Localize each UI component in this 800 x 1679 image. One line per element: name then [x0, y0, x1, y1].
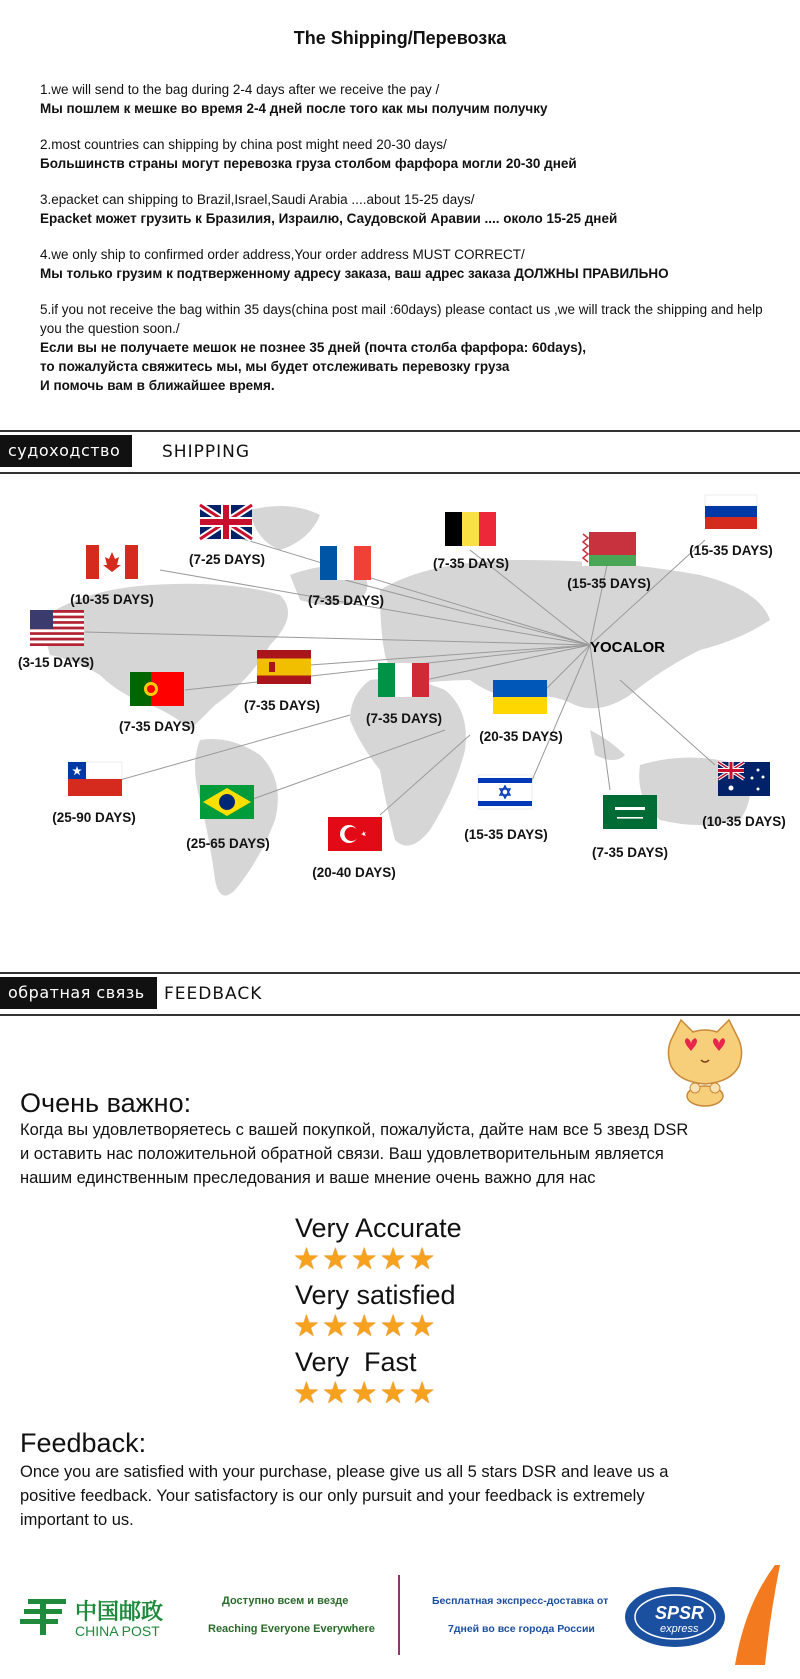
flag-usa-icon	[30, 610, 84, 646]
ru-feedback-line-2: и оставить нас положительной обратной связи. Ваш удовлетворительным является	[20, 1145, 664, 1163]
flag-russia-icon	[705, 495, 757, 529]
shipping-section-bar	[0, 430, 800, 474]
flag-canada-icon	[86, 545, 138, 579]
world-shipping-map	[0, 480, 800, 960]
route-line-australia	[620, 680, 715, 765]
note-5-ru: Если вы не получаете мешок не познее 35 дней (почта столба фарфора: 60days),	[40, 340, 587, 355]
days-belgium: (7-35 DAYS)	[432, 556, 510, 571]
rating-stars-fast: ★★★★★	[293, 1377, 438, 1410]
note-1-ru: Мы пошлем к мешке во время 2-4 дней после того как мы получим получку	[40, 101, 548, 116]
flag-italy-icon	[378, 663, 429, 697]
days-italy: (7-35 DAYS)	[365, 711, 443, 726]
note-5-en: 5.if you not receive the bag within 35 days(china post mail :60days) please contact us ,we will track the shipping and help you the question soon./	[40, 302, 763, 336]
spsr-line-2: 7дней во все города России	[448, 1623, 595, 1635]
note-4-ru: Мы только грузим к подтверженному адресу заказа, ваш адрес заказа ДОЛЖНЫ ПРАВИЛЬНО	[40, 266, 669, 281]
footer-divider	[398, 1575, 400, 1655]
days-israel: (15-35 DAYS)	[464, 827, 548, 842]
note-5-ru-3: И помочь вам в ближайшее время.	[40, 378, 275, 393]
rating-stars-satisfied: ★★★★★	[293, 1310, 438, 1343]
flag-turkey-icon	[328, 817, 382, 851]
feedback-section-bar	[0, 972, 800, 1016]
feedback-bar-ru: обратная связь	[0, 977, 157, 1009]
china-post-en: CHINA POST	[75, 1623, 160, 1639]
ru-feedback-heading: Очень важно:	[20, 1088, 192, 1118]
rating-label-accurate: Very Accurate	[295, 1213, 462, 1243]
note-3	[40, 190, 780, 228]
days-russia: (15-35 DAYS)	[689, 543, 773, 558]
days-france: (7-35 DAYS)	[307, 593, 385, 608]
rating-label-fast: Very Fast	[295, 1347, 417, 1377]
flag-brazil-icon	[200, 785, 254, 819]
flag-belgium-icon	[445, 512, 496, 546]
en-feedback-paragraph	[20, 1460, 770, 1532]
en-feedback-line-3: important to us.	[20, 1511, 134, 1529]
flag-united-kingdom-icon	[200, 505, 252, 539]
china-post-logo-icon	[20, 1595, 70, 1637]
flag-chile-icon	[68, 762, 122, 796]
note-5-ru-2: то пожалуйста свяжитесь мы, мы будет отслеживать перевозку груза	[40, 359, 510, 374]
hub-label: YOCALOR	[590, 639, 665, 656]
days-chile: (25-90 DAYS)	[52, 810, 136, 825]
spsr-logo-text: SPSR	[655, 1603, 705, 1623]
note-1	[40, 80, 780, 118]
en-feedback-line-2: positive feedback. Your satisfactory is our only pursuit and your feedback is extremely	[20, 1487, 645, 1505]
note-4-en: 4.we only ship to confirmed order address,Your order address MUST CORRECT/	[40, 247, 525, 262]
spsr-line-1: Бесплатная экспресс-доставка от	[432, 1595, 609, 1607]
spsr-logo-sub: express	[660, 1623, 699, 1635]
shipping-bar-ru: судоходство	[0, 435, 132, 467]
ru-feedback-line-3: нашим единственным преследования и ваше мнение очень важно для нас	[20, 1169, 596, 1187]
orange-swoosh-icon	[735, 1565, 780, 1665]
china-post-cn: 中国邮政	[75, 1599, 164, 1624]
flag-israel-icon	[478, 775, 532, 809]
note-1-en: 1.we will send to the bag during 2-4 days after we receive the pay /	[40, 82, 440, 97]
rating-label-satisfied: Very satisfied	[295, 1280, 456, 1310]
days-portugal: (7-35 DAYS)	[118, 719, 196, 734]
flag-australia-icon	[718, 762, 770, 796]
flag-belarus-icon	[582, 532, 636, 566]
days-united-kingdom: (7-25 DAYS)	[188, 552, 266, 567]
flag-spain-icon	[257, 650, 311, 684]
feedback-bar-en: FEEDBACK	[164, 984, 263, 1004]
en-feedback-heading: Feedback:	[20, 1428, 147, 1458]
rating-stars-accurate: ★★★★★	[293, 1243, 438, 1276]
note-4	[40, 245, 780, 283]
ru-feedback-line-1: Когда вы удовлетворяетесь с вашей покупкой, пожалуйста, дайте нам все 5 звезд DSR	[20, 1121, 689, 1139]
en-feedback-line-1: Once you are satisfied with your purchase, please give us all 5 stars DSR and leave us a	[20, 1463, 669, 1481]
days-spain: (7-35 DAYS)	[243, 698, 321, 713]
days-saudi-arabia: (7-35 DAYS)	[591, 845, 669, 860]
days-belarus: (15-35 DAYS)	[567, 576, 651, 591]
days-turkey: (20-40 DAYS)	[312, 865, 396, 880]
flag-portugal-icon	[130, 672, 184, 706]
slogan-ru: Доступно всем и везде	[222, 1595, 349, 1607]
shipping-bar-en: SHIPPING	[162, 442, 250, 462]
note-5	[40, 300, 780, 395]
footer-logos	[0, 1565, 800, 1665]
note-2-en: 2.most countries can shipping by china post might need 20-30 days/	[40, 137, 447, 152]
days-usa: (3-15 DAYS)	[17, 655, 95, 670]
flag-saudi-arabia-icon	[603, 795, 657, 829]
page-title: The Shipping/Перевозка	[293, 28, 507, 48]
days-canada: (10-35 DAYS)	[70, 592, 154, 607]
note-2-ru: Большинств страны могут перевозка груза столбом фарфора могли 20-30 дней	[40, 156, 577, 171]
note-3-ru: Epacket может грузить к Бразилия, Израилю, Саудовской Аравии .... около 15-25 дней	[40, 211, 618, 226]
slogan-en: Reaching Everyone Everywhere	[208, 1623, 375, 1635]
days-ukraine: (20-35 DAYS)	[479, 729, 563, 744]
days-australia: (10-35 DAYS)	[702, 814, 786, 829]
flag-france-icon	[320, 546, 371, 580]
flag-ukraine-icon	[493, 680, 547, 714]
note-2	[40, 135, 780, 173]
note-3-en: 3.epacket can shipping to Brazil,Israel,Saudi Arabia ....about 15-25 days/	[40, 192, 475, 207]
cat-sticker-icon	[655, 1018, 755, 1108]
days-brazil: (25-65 DAYS)	[186, 836, 270, 851]
ru-feedback-paragraph	[20, 1118, 770, 1190]
